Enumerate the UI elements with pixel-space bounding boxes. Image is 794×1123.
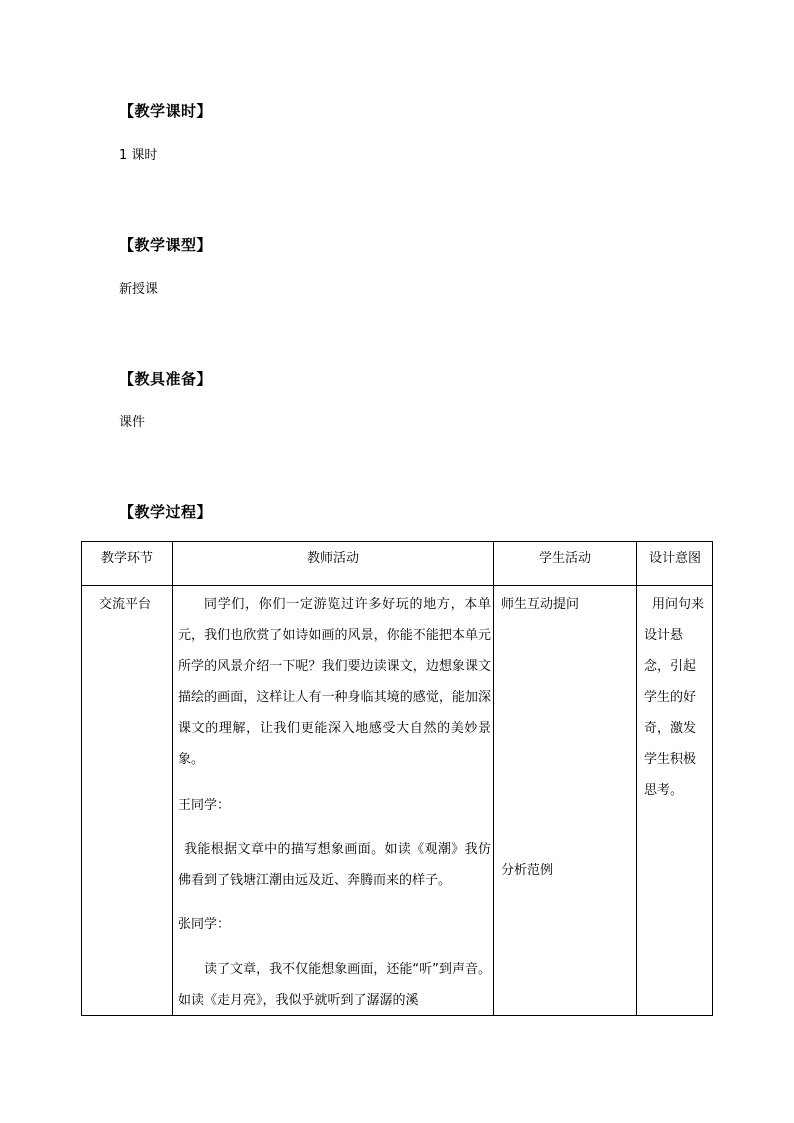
teacher-activity-intro: 同学们，你们一定游览过许多好玩的地方，本单元，我们也欣赏了如诗如画的风景，你能不能把本单元所学的风景介绍一下呢？我们要边读课文，边想象课文描绘的画面，这样让人有一种身临其境的感觉，能加深课文的理解，让我们更能深入地感受大自然的美妙景象。 <box>178 597 491 767</box>
section-heading-lesson-type: 【教学课型】 <box>119 236 213 254</box>
table-header-student-activity: 学生活动 <box>538 551 591 566</box>
teacher-activity-zhang-label: 张同学： <box>178 917 231 932</box>
student-activity-interaction: 师生互动提问 <box>501 597 580 612</box>
table-header-stage: 教学环节 <box>100 551 153 566</box>
table-cell-stage: 交流平台 <box>99 597 152 612</box>
teacher-activity-wang-text: 我能根据文章中的描写想象画面。如读《观潮》我仿佛看到了钱塘江潮由远及近、奔腾而来的样子。 <box>178 842 491 888</box>
section-heading-teaching-process: 【教学过程】 <box>119 503 213 521</box>
student-activity-example-analysis: 分析范例 <box>501 863 554 878</box>
teaching-process-table <box>81 541 713 1016</box>
teaching-hours-value: 1 课时 <box>119 148 158 163</box>
teaching-tools-value: 课件 <box>119 415 146 430</box>
section-heading-teaching-hours: 【教学课时】 <box>119 102 213 120</box>
table-header-teacher-activity: 教师活动 <box>306 551 359 566</box>
table-column-divider <box>172 542 173 1015</box>
lesson-type-value: 新授课 <box>119 282 159 297</box>
design-intent-text: 用问句来设计悬念，引起学生的好奇，激发学生积极思考。 <box>644 597 705 798</box>
section-heading-teaching-tools: 【教具准备】 <box>119 370 213 388</box>
table-header-divider <box>82 585 712 586</box>
teacher-activity-wang-label: 王同学： <box>178 798 231 813</box>
teacher-activity-zhang-text: 读了文章，我不仅能想象画面，还能“听”到声音。如读《走月亮》，我似乎就听到了潺潺的溪 <box>178 962 491 1008</box>
table-column-divider <box>636 542 637 1015</box>
table-header-design-intent: 设计意图 <box>648 551 701 566</box>
table-column-divider <box>493 542 494 1015</box>
